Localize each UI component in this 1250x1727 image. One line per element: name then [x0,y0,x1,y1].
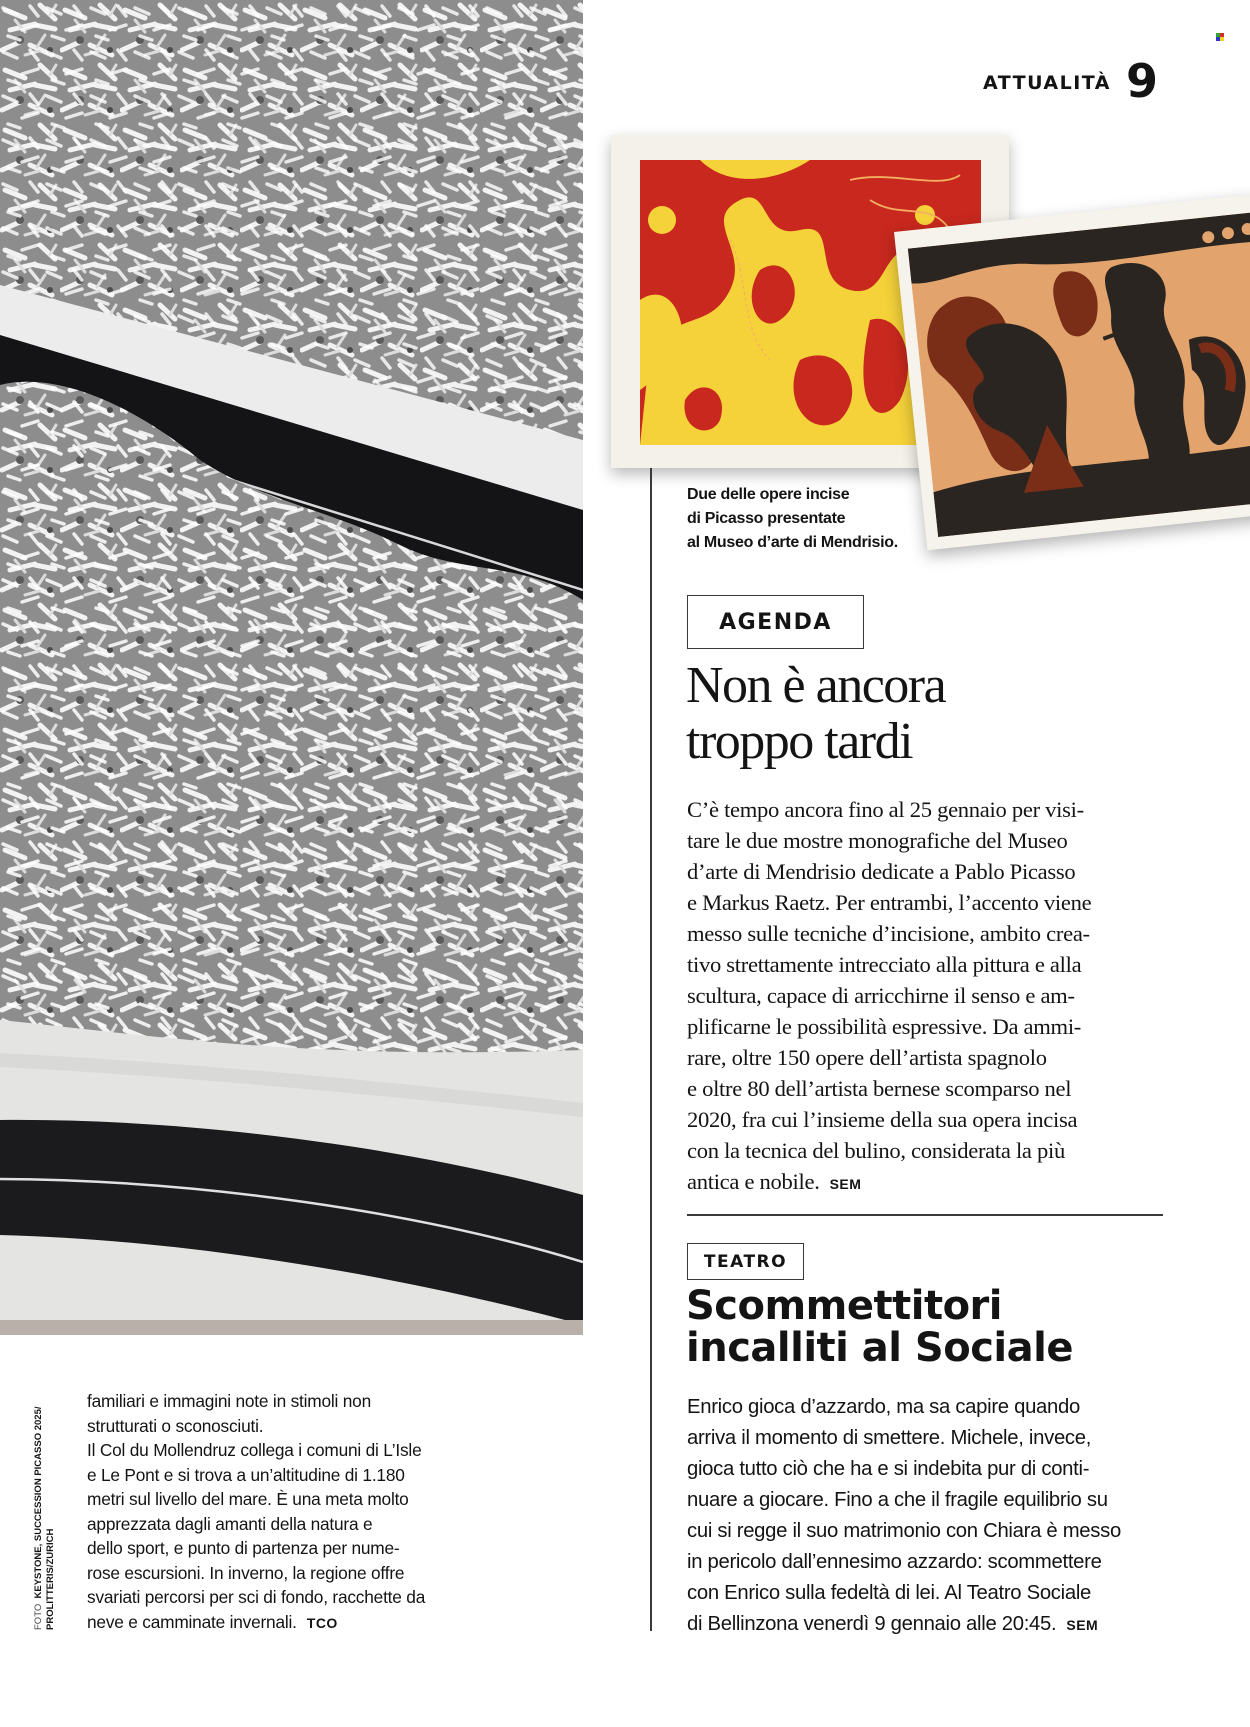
body-line: messo sulle tecniche d’incisione, ambito crea- [687,921,1090,946]
body-line: dello sport, e punto di partenza per nume- [87,1538,400,1558]
body-line: plificarne le possibilità espressive. Da ammi- [687,1014,1082,1039]
picasso-print-bullfight [894,194,1250,550]
linocut-bullfight-artwork [908,211,1250,537]
body-line: Enrico gioca d’azzardo, ma sa capire quando [687,1396,1080,1418]
credit-line: PROLITTERIS/ZURICH [45,1528,56,1630]
column-divider [650,468,652,1631]
body-line: apprezzata dagli amanti della natura e [87,1513,373,1534]
credit-line: KEYSTONE, SUCCESSION PICASSO 2025/ [33,1406,44,1599]
body-line: in pericolo dall’ennesimo azzardo: scommettere [687,1551,1102,1573]
body-line: d’arte di Mendrisio dedicate a Pablo Picasso [687,859,1076,884]
headline-line: incalliti al Sociale [686,1325,1073,1371]
color-registration-mark [1216,33,1224,41]
headline-line: troppo tardi [686,713,913,770]
page-number: 9 [1126,54,1159,108]
author-signature: SEM [1066,1617,1099,1633]
body-line: scultura, capace di arricchirne il senso e am- [687,983,1075,1008]
body-line: cui si regge il suo matrimonio con Chiara è messo [687,1520,1121,1542]
body-line: gioca tutto ciò che ha e si indebita pur di conti- [687,1458,1090,1480]
body-line: con Enrico sulla fedeltà di lei. Al Teatro Sociale [687,1582,1092,1604]
body-line: svariati percorsi per sci di fondo, racchette da [87,1587,426,1607]
body-line: tivo strettamente intrecciato alla pittura e alla [687,952,1082,977]
col-du-mollendruz-text [87,1389,487,1635]
body-text: di Bellinzona venerdì 9 gennaio alle 20:45. [687,1613,1057,1635]
caption-line: al Museo d’arte di Mendrisio. [687,534,898,551]
author-signature: TCO [306,1614,338,1631]
body-line: Il Col du Mollendruz collega i comuni di L’Isle [87,1440,422,1460]
author-signature: SEM [829,1176,862,1192]
body-line: con la tecnica del bulino, considerata la più [687,1138,1065,1163]
body-line: e Markus Raetz. Per entrambi, l’accento viene [687,890,1092,915]
body-line: e Le Pont e si trova a un’altitudine di 1.180 [87,1464,405,1485]
agenda-body [687,794,1167,1200]
teatro-body [687,1392,1167,1641]
agenda-tag: AGENDA [687,595,864,649]
body-line-last [87,1610,487,1636]
teatro-headline [686,1285,1186,1369]
teatro-tag: TEATRO [687,1243,804,1280]
article-divider [687,1214,1163,1216]
body-line-last [687,1166,1167,1200]
body-text: antica e nobile. [687,1169,820,1194]
body-line-last [687,1609,1167,1641]
snowy-forest-photo [0,0,583,1335]
caption-line: Due delle opere incise [687,486,850,503]
headline-line: Scommettitori [686,1283,1002,1329]
credit-label: FOTO [33,1603,44,1630]
section-label: ATTUALITÀ [983,72,1112,94]
body-line: familiari e immagini note in stimoli non [87,1391,371,1411]
body-text: neve e camminate invernali. [87,1611,297,1632]
body-line: C’è tempo ancora fino al 25 gennaio per visi- [687,797,1084,822]
image-caption [687,483,947,555]
body-line: strutturati o sconosciuti. [87,1415,264,1436]
body-line: 2020, fra cui l’insieme della sua opera incisa [687,1107,1078,1132]
body-line: tare le due mostre monografiche del Museo [687,828,1068,853]
body-line: e oltre 80 dell’artista bernese scomparso nel [687,1076,1072,1101]
body-line: nuare a giocare. Fino a che il fragile equilibrio su [687,1489,1108,1511]
photo-illustration [0,0,583,1335]
body-line: rare, oltre 150 opere dell’artista spagnolo [687,1045,1047,1070]
headline-line: Non è ancora [686,657,946,714]
caption-line: di Picasso presentate [687,510,846,527]
body-line: arriva il momento di smettere. Michele, invece, [687,1427,1092,1449]
body-line: rose escursioni. In inverno, la regione offre [87,1562,405,1583]
photo-credit [33,1390,57,1630]
body-line: metri sul livello del mare. È una meta molto [87,1489,409,1509]
agenda-headline [686,658,1166,770]
